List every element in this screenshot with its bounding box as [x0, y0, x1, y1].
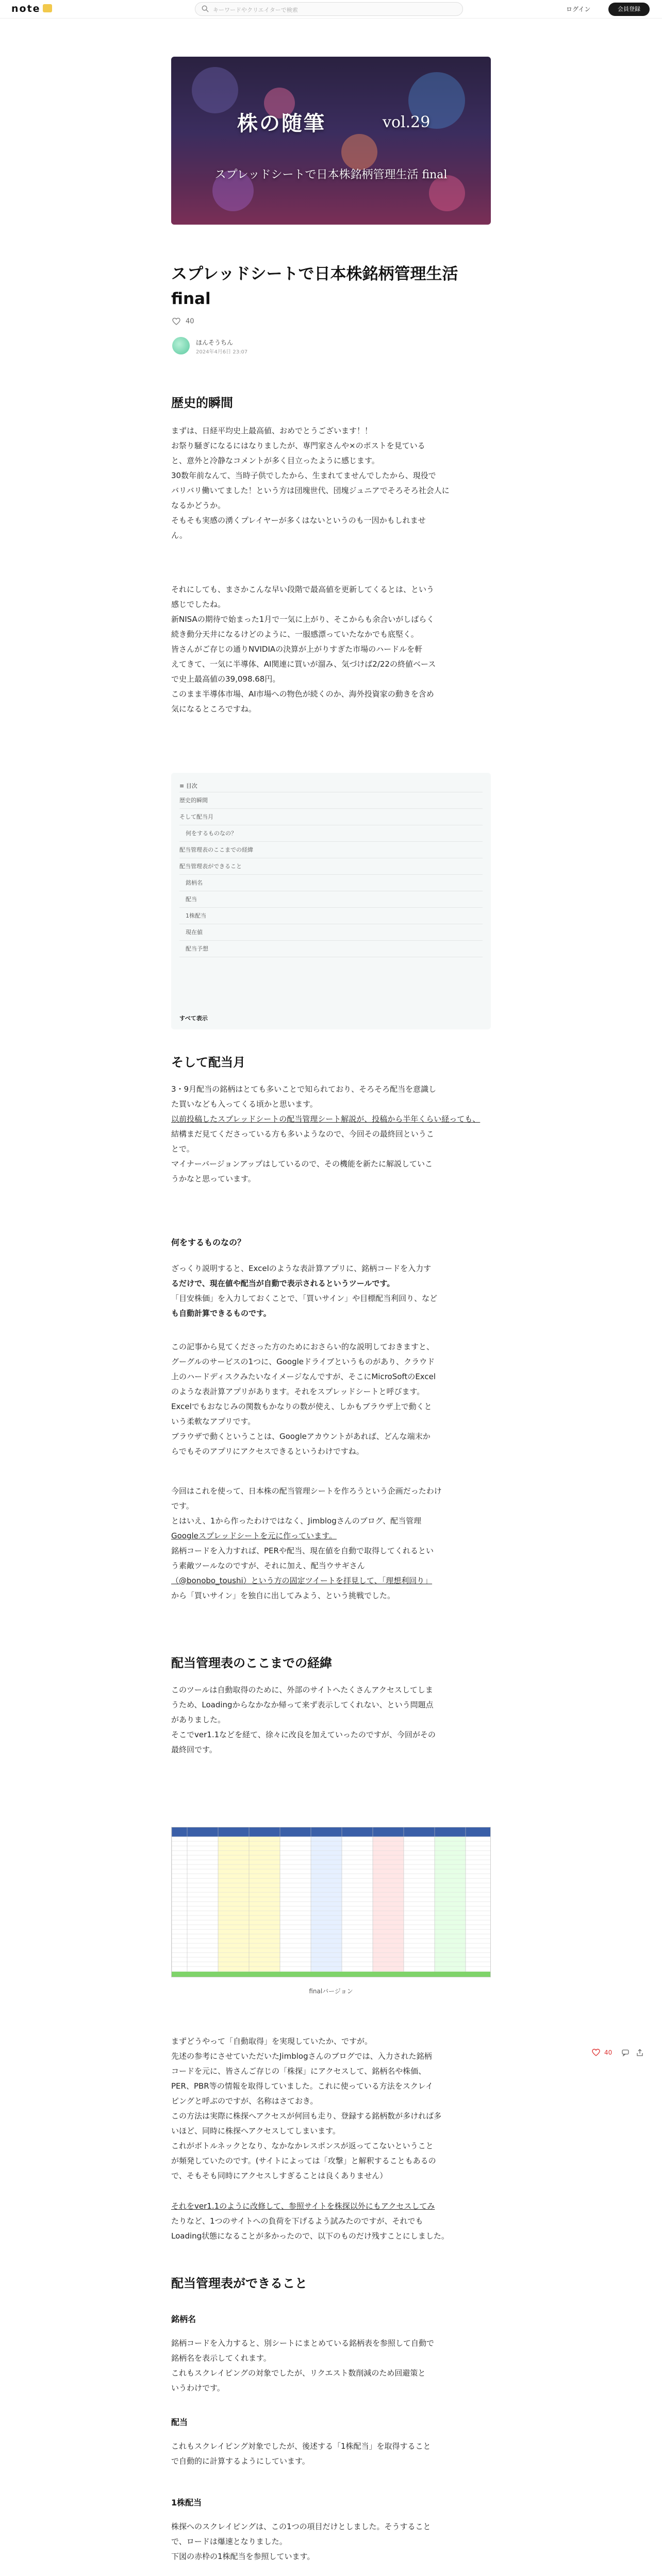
search-placeholder: キーワードやクリエイターで検索	[213, 7, 298, 13]
table-of-contents	[171, 773, 491, 1029]
title-line-1: スプレッドシートで日本株銘柄管理生活	[171, 265, 458, 283]
search-icon	[202, 5, 209, 12]
site-header	[0, 0, 662, 19]
spreadsheet-screenshot	[171, 1827, 491, 1977]
s3-paragraph-2: この記事から見てくださった方のためにおさらい的な説明しておきますと、 グーグルのサービスの1つに、Googleドライブというものがあり、クラウド 上のハードディスクみたいなイメージなんですが、そこにMicroSoftのExcel のような表計算アプリがあります。それをスプレッドシートと呼びます。 Excelでもおなじみの関数もかなりの数が使え、しかもブラウザ上で動くと いう柔軟なアプリです。 ブラウザで動くということは、Googleアカウントがあれば、どんな端末か らでもそのアプリにアクセスできるというわけですね。	[171, 1342, 436, 1456]
toc-item[interactable]: 何をするものなの？	[179, 825, 483, 842]
article-title	[171, 262, 491, 311]
signup-button[interactable]: 会員登録	[608, 3, 650, 16]
sheet-footer-row	[172, 1972, 491, 1977]
sheet-column	[280, 1837, 311, 1972]
toc-item[interactable]: 銘柄名	[179, 875, 483, 891]
spreadsheet-caption: finalバージョン	[309, 1988, 353, 1995]
heading-dekiru-koto: 配当管理表ができること	[171, 2276, 307, 2291]
login-link[interactable]: ログイン	[566, 6, 591, 13]
heart-icon	[172, 317, 180, 326]
sheet-column	[172, 1837, 187, 1972]
toc-item[interactable]: 現在値	[179, 924, 483, 941]
toc-item[interactable]: 配当管理表ができること	[179, 858, 483, 875]
s4-paragraph-2: まずどうやって「自動取得」を実現していたか、ですが。 先述の参考にさせていただいたJimblogさんのブログでは、入力された銘柄 コードを元に、皆さんご存じの「株探」にアクセスして、銘柄名や株価、 PER、PBR等の情報を取得していました。これに使っている方法をスクレイ ピングと呼ぶのですが、名称はさておき。 この方法は実際に株探へアクセスが何回も走り、登録する銘柄数が多ければ多 いほど、同時に株探へアクセスしてしまいます。 これがボトルネックとなり、なかなかレスポンスが返ってこないということ が頻発していたのです。(サイトによっては「攻撃」と解釈することもあるの で、そもそも同時にアクセスしすぎることは良くありません）	[171, 2037, 442, 2180]
sheet-column	[342, 1837, 373, 1972]
comment-icon[interactable]	[621, 2048, 630, 2057]
spreadsheet-grid	[172, 1827, 491, 1977]
toc-item[interactable]: 配当予想	[179, 941, 483, 957]
title-line-2: final	[171, 290, 211, 308]
publish-date: 2024年4月6日 23:07	[196, 349, 248, 355]
heading-rekishi: 歴史的瞬間	[171, 396, 233, 410]
s2-paragraph-1: 3・9月配当の銘柄はとても多いことで知られており、そろそろ配当を意識し た買いなども入ってくる頃かと思います。 以前投稿したスプレッドシートの配当管理シート解説が、投稿から半年くらい経っても、 結構まだ見てくださっている方も多いようなので、今回その最終回というこ とで。 マイナーバージョンアップはしているので、その機能を新たに解説していこ うかなと思っています。	[171, 1084, 481, 1183]
like-heart-icon[interactable]	[592, 2048, 600, 2057]
like-count: 40	[186, 317, 194, 326]
sheet-column	[218, 1837, 249, 1972]
toc-heading: ≡ 目次	[179, 780, 483, 792]
hero-title: 株の随筆	[237, 111, 326, 135]
s4-paragraph-1: このツールは自動取得のために、外部のサイトへたくさんアクセスしてしま うため、Loadingからなかなか帰って来ず表示してくれない、という問題点 がありました。 そこでver1.1などを経て、徐々に改良を加えていったのですが、今回がその 最終回です。	[171, 1685, 436, 1754]
jimblog-link[interactable]: Googleスプレッドシートを元に作っています。	[171, 1531, 337, 1540]
ver11-link[interactable]: それをver1.1のように改修して、参照サイトを株探以外にもアクセスしてみ	[171, 2201, 435, 2211]
s5-name-paragraph: 銘柄コードを入力すると、別シートにまとめている銘柄表を参照して自動で 銘柄名を表示してくれます。 これもスクレイピングの対象でしたが、リクエスト数削減のため回避策と いうわけです。	[171, 2338, 435, 2393]
logo-text: note	[11, 3, 41, 14]
search-box[interactable]	[195, 2, 463, 16]
sheet-column	[466, 1837, 491, 1972]
heading-nani-wo: 何をするものなの？	[171, 1238, 246, 1247]
s3-paragraph-1: ざっくり説明すると、Excelのような表計算アプリに、銘柄コードを入力す るだけで、現在値や配当が自動で表示されるというツールです。 「目安株価」を入力しておくことで、「買いサイン」や目標配当利回り、など も自動計算できるものです。	[171, 1264, 438, 1318]
share-icon[interactable]	[636, 2048, 644, 2057]
toc-show-all-button[interactable]: すべて表示	[179, 1015, 208, 1022]
sheet-column	[373, 1837, 404, 1972]
floating-action-bar	[592, 2048, 648, 2059]
author-name[interactable]: ほんそうちん	[196, 339, 234, 346]
toc-item[interactable]: そして配当月	[179, 809, 483, 825]
s5-dps-paragraph: 株探へのスクレイピングは、この1つの項目だけとしました。そうすること で、ロードは爆速となりました。 下図の赤枠の1株配当を参照しています。	[171, 2522, 431, 2561]
hero-volume: vol.29	[383, 113, 431, 131]
s5-div-paragraph: これもスクレイピング対象でしたが、後述する「1株配当」を取得すること で自動的に計算するようにしています。	[171, 2442, 431, 2466]
s1-paragraph-1: まずは、日経平均史上最高値、おめでとうございます！！ お祭り騒ぎになるにはなりましたが、専門家さんや×のポストを見ている と、意外と冷静なコメントが多く目立ったように感じます。 30数年前なんて、当時子供でしたから、生まれてませんでしたから、現役で バリバリ働いてました！という方は団塊世代、団塊ジュニアでそろそろ社会人に なるかどうか。 そもそも実感の湧くプレイヤーが多くはないというのも一因かもしれませ ん。	[171, 426, 450, 540]
note-logo[interactable]	[11, 3, 52, 14]
s4-paragraph-3: それをver1.1のように改修して、参照サイトを株探以外にもアクセスしてみ たりなど、1つのサイトへの負荷を下げるよう試みたのですが、それでも Loading状態になることが多かったので、以下のものだけ残すことにしました。	[171, 2201, 449, 2241]
heading-1kabu-haitou: 1株配当	[171, 2498, 202, 2507]
floating-like-count: 40	[604, 2048, 613, 2056]
hero-subtitle: スプレッドシートで日本株銘柄管理生活 final	[214, 168, 448, 181]
sheet-column	[249, 1837, 280, 1972]
heading-haitou-zuki: そして配当月	[171, 1055, 245, 1070]
toc-item[interactable]: 1株配当	[179, 908, 483, 924]
twitter-handle-link[interactable]: （@bonobo_toushi）という方の固定ツイートを拝見して、「理想利回り」	[171, 1576, 433, 1585]
s1-paragraph-2: それにしても、まさかこんな早い段階で最高値を更新してくるとは、という 感じでしたね。 新NISAの期待で始まった1月で一気に上がり、そこからも余合いがしばらく 続き動分天井になるけどのように、一服感漂っていたなかでも底堅く。 皆さんがご存じの通りNVIDIAの決算が上がりすぎた市場のハードルを軒 えてきて、一気に半導体、AI関連に買いが溜み、気づけば2/22の終値ベース で史上最高値の39,098.68円。 このまま半導体市場、AI市場への物色が続くのか、海外投資家の動きを含め 気になるところですね。	[171, 585, 436, 714]
sheet-column	[187, 1837, 218, 1972]
toc-item[interactable]: 歴史的瞬間	[179, 792, 483, 809]
avatar[interactable]	[172, 337, 190, 354]
heading-meigara: 銘柄名	[171, 2314, 196, 2324]
hero-image	[171, 57, 491, 225]
heading-haitou: 配当	[171, 2417, 188, 2427]
sheet-column	[311, 1837, 342, 1972]
like-count-row[interactable]	[172, 317, 194, 326]
logo-badge-icon	[43, 4, 52, 12]
sheet-column	[404, 1837, 435, 1972]
toc-item[interactable]: 配当	[179, 891, 483, 908]
heading-keii: 配当管理表のここまでの経緯	[171, 1656, 332, 1670]
previous-post-link[interactable]: 以前投稿したスプレッドシートの配当管理シート解説が、投稿から半年くらい経っても、	[171, 1114, 481, 1124]
sheet-column	[435, 1837, 466, 1972]
s3-paragraph-3: 今回はこれを使って、日本株の配当管理シートを作ろうという企画だったわけ です。 とはいえ、1から作ったわけではなく、Jimblogさんのブログ、配当管理 Googleスプレッドシートを元に作っています。 銘柄コードを入力すれば、PERや配当、現在値を自動で取得してくれるとい う素敵ツールなのですが、それに加え、配当ウサギさん （@bonobo_toushi）という方の固定ツイートを拝見して、「理想利回り」 から「買いサイン」を独自に出してみよう、という挑戦でした。	[171, 1486, 442, 1600]
sheet-header-row	[172, 1827, 491, 1837]
list-icon: ≡	[179, 783, 186, 789]
toc-item[interactable]: 配当管理表のここまでの経緯	[179, 842, 483, 858]
